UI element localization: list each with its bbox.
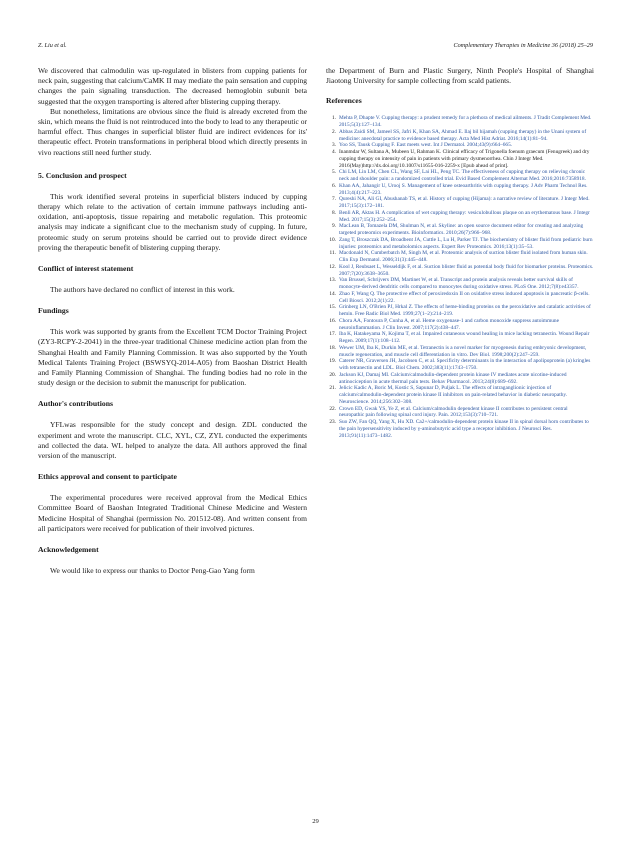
reference-list — [326, 115, 594, 439]
reference-text[interactable]: Khan AA, Jahangir U, Urooj S. Management of knee osteoarthritis with cupping therapy. J Adv Pharm Technol Res. 2013;4(4):217–223. — [339, 182, 588, 196]
reference-number: 17. — [329, 331, 336, 338]
reference-number: 20. — [329, 371, 336, 378]
reference-item[interactable] — [326, 237, 594, 251]
section-heading-acknowledgement: Acknowledgement — [38, 545, 99, 555]
reference-text[interactable]: Yoo SS, Tausk Cupping F. East meets west. Int J Dermatol. 2004;43(9):664–665. — [339, 142, 513, 149]
reference-item[interactable] — [326, 223, 594, 237]
reference-item[interactable] — [326, 358, 594, 372]
reference-text[interactable]: Mehta P, Dhapte V. Cupping therapy: a prudent remedy for a plethora of medical ailments. J Tradit Complement Med. 2015;5(3):127–134. — [339, 115, 592, 129]
reference-item[interactable] — [326, 183, 594, 197]
reference-text[interactable]: Caterer NR, Graversen JH, Jacobsen C, et al. Specificity determinants in the interaction of apolipoprotein (a) kringles with tetranectin and LDL. Biol Chem. 2002;383(11):1743–1750. — [339, 358, 591, 372]
left-column — [38, 66, 307, 576]
reference-item[interactable] — [326, 291, 594, 305]
reference-item[interactable] — [326, 250, 594, 264]
body-paragraph: We discovered that calmodulin was up-regulated in blisters from cupping patients for neck pain, suggesting that calcium/CaMK II may mediate the pain sensation and cupping changes the pain signaling transduction. The decreased hemoglobin subunit beta suggested that the oxygen transporting is altered after blistering cupping therapy. — [38, 66, 307, 106]
body-paragraph: YFLwas responsible for the study concept and design. ZDL conducted the experiment and wrote the manuscript. CLC, XYL, CZ, ZYL conducted the experiments and collected the data. WL helped to analyze the data. All authors approved the final version of the manuscript. — [38, 420, 307, 461]
reference-number: 16. — [329, 317, 336, 324]
reference-item[interactable] — [326, 419, 594, 439]
reference-number: 10. — [329, 236, 336, 243]
reference-item[interactable] — [326, 385, 594, 405]
reference-text: Inanmdar W, Sultana A, Mubeen U, Rahman K. Clinical efficacy of Trigonella foenum graecum (Fenugreek) and dry cupping therapy on intensity of pain in patients with primary dysmenorrhea. Chin J Integr Med. 2016(May)http://dx.doi.org/10.1007/s11655-016-2259-x [Epub ahead of print]. — [339, 149, 590, 169]
reference-text[interactable]: MacLean B, Tomazela DM, Shulman N, et al. Skyline: an open source document editor for creating and analyzing targeted proteomics experiments. Bioinformatics. 2010;26(7):966–968. — [339, 223, 584, 237]
reference-text[interactable]: Kool J, Reubsaet L, Wesseldijk F, et al. Suction blister fluid as potential body fluid for biomarker proteins. Proteomics. 2007;7(20):3638–3650. — [339, 263, 594, 277]
reference-item[interactable] — [326, 210, 594, 224]
reference-number: 15. — [329, 304, 336, 311]
body-paragraph: We would like to express our thanks to Doctor Peng-Gao Yang form — [50, 566, 255, 576]
reference-text[interactable]: Macdonald N, Cumberbatch M, Singh M, et al. Proteomic analysis of suction blister fluid isolated from human skin. Clin Exp Dermatol. 2006;31(3):445–448. — [339, 250, 588, 264]
reference-text[interactable]: Jackson KJ, Damaj MI. Calcium/calmodulin-dependent protein kinase IV mediates acute nicotine-induced antinociception in acute thermal pain tests. Behav Pharmacol. 2013;24(8):689–692. — [339, 371, 567, 385]
reference-number: 5. — [331, 169, 336, 176]
reference-text[interactable]: Grinberg LN, O'Brien PJ, Hrkal Z. The effects of heme-binding proteins on the peroxidative and catalatic activities of hemin. Free Radic Biol Med. 1999;27(1–2):214–219. — [339, 304, 591, 318]
body-paragraph: This work was supported by grants from the Excellent TCM Doctor Training Project (ZY3-RCPY-2-2041) in the three-year traditional Chinese medicine action plan from the Shanghai Health and Family Planning Commission. It was also supported by the Youth Medical Talents Training Project (BSWSYQ-2014-A05) from Baoshan District Health and Family Planning Commission of Shanghai. The funding bodies had no role in the study design or the decision to submit the manuscript for publication. — [38, 327, 307, 388]
reference-number: 21. — [329, 385, 336, 392]
reference-number: 13. — [329, 277, 336, 284]
reference-item[interactable] — [326, 115, 594, 129]
reference-number: 12. — [329, 263, 336, 270]
reference-text[interactable]: Chi LM, Lin LM, Chen CL, Wang SF, Lai HL, Peng TC. The effectiveness of cupping therapy on relieving chronic neck and shoulder pain: a randomized controlled trial. Evid Based Complement Alternat Med. 2016;2016:7358918. — [339, 169, 586, 183]
running-head — [38, 42, 593, 54]
running-head-authors: Z. Liu et al. — [38, 42, 67, 49]
body-paragraph: The experimental procedures were received approval from the Medical Ethics Committee Board of Baoshan Integrated Traditional Chinese Medicine and Western Medicine Hospital of Shanghai (permission No. 201512-08). And written consent from all participators were received for publication of their involved pictures. — [38, 493, 307, 533]
reference-number: 2. — [331, 128, 336, 135]
reference-number: 18. — [329, 344, 336, 351]
reference-text[interactable]: Suo ZW, Fan QQ, Yang X, Hu XD. Ca2+/calmodulin-dependent protein kinase II in spinal dorsal horn contributes to the pain hypersensitivity induced by γ-aminobutyric acid type a receptor inhibition. J Neurosci Res. 2013;91(11):1473–1482. — [339, 419, 589, 439]
section-heading-conclusion: 5. Conclusion and prospect — [38, 170, 127, 180]
section-heading-contributions: Author's contributions — [38, 399, 113, 409]
reference-number: 14. — [329, 290, 336, 297]
reference-text[interactable]: Benli AR, Aktas H. A complication of wet cupping therapy: vesiculobullous plaque on an erythematous base. J Integr Med. 2017;15(3):252–254. — [339, 209, 590, 223]
reference-text[interactable]: Abbas Zaidi SM, Jameel SS, Jafri K, Khan SA, Ahmad E. Ilaj bil hijamah (cupping therapy) in the Unani system of medicine: anecdotal practice to evidence based therapy. Acta Med Hist Adriat. 2016;14(1):81–94. — [339, 128, 587, 142]
reference-item[interactable] — [326, 264, 594, 278]
reference-number: 9. — [331, 223, 336, 230]
body-paragraph: The authors have declared no conflict of interest in this work. — [50, 285, 235, 295]
body-paragraph: the Department of Burn and Plastic Surgery, Ninth People's Hospital of Shanghai Jiaotong University for sample collecting from scald patients. — [326, 66, 594, 86]
reference-number: 3. — [331, 142, 336, 149]
reference-item[interactable] — [326, 277, 594, 291]
reference-item[interactable] — [326, 318, 594, 332]
reference-text[interactable]: Van Brussel, Schrijvers DM, Martinet W, et al. Transcript and protein analysis reveals better survival skills of monocyte-derived dendritic cells compared to monocytes during oxidative stress. PLoS One. 2012;7(8):e43357. — [339, 277, 579, 291]
body-paragraph: This work identified several proteins in superficial blisters induced by cupping therapy which relate to the activation of certain immune pathways including anti-oxidation, anti-apoptosis, tissue repairing and metabolic regulation. This proteomic analysis may indicate a significant clue to the mechanism study of cupping. In future, proteomic study on serum proteins should be carried out to provide direct evidence proving the therapeutic benefit of blistering cupping therapy. — [38, 191, 307, 252]
reference-number: 22. — [329, 405, 336, 412]
section-heading-references: References — [326, 96, 362, 106]
reference-item — [326, 149, 594, 169]
reference-item[interactable] — [326, 196, 594, 210]
reference-text[interactable]: Qureshi NA, Ali GI, Abushanab TS, et al. History of cupping (Hijama): a narrative review of literature. J Integr Med. 2017;15(3):172–181. — [339, 196, 590, 210]
reference-text[interactable]: Iba K, Hatakeyama N, Kojima T, et al. Impaired cutaneous wound healing in mice lacking tetranectin. Wound Repair Regen. 2009;17(1):108–112. — [339, 331, 590, 345]
reference-number: 23. — [329, 419, 336, 426]
section-heading-fundings: Fundings — [38, 306, 69, 316]
page-number: 29 — [312, 818, 319, 825]
reference-item[interactable] — [326, 406, 594, 420]
right-column — [326, 66, 594, 439]
reference-number: 8. — [331, 209, 336, 216]
reference-number: 11. — [329, 250, 336, 257]
reference-item[interactable] — [326, 304, 594, 318]
reference-item[interactable] — [326, 169, 594, 183]
reference-number: 19. — [329, 358, 336, 365]
reference-text[interactable]: Wewer UM, Iba K, Durkin ME, et al. Tetranectin is a novel marker for myogenesis during embryonic development, muscle regeneration, and muscle cell differentiation in vitro. Dev Biol. 1998;200(2):247–259. — [339, 344, 587, 358]
section-heading-ethics: Ethics approval and consent to participate — [38, 472, 177, 482]
reference-number: 1. — [331, 115, 336, 122]
reference-item[interactable] — [326, 331, 594, 345]
reference-item[interactable] — [326, 372, 594, 386]
running-head-journal: Complementary Therapies in Medicine 36 (2018) 25–29 — [453, 42, 593, 49]
reference-text[interactable]: Zhao F, Wang Q. The protective effect of peroxiredoxin II on oxidative stress induced apoptosis in pancreatic β-cells. Cell Biosci. 2012;2(1):22. — [339, 290, 590, 304]
reference-number: 6. — [331, 182, 336, 189]
body-paragraph: But nonetheless, limitations are obvious since the fluid is already excreted from the skin, which means the fluid is not reintroduced into the body to lead to any therapeutic or harmful effect. Thus changes in superficial blister fluid are indirect evidences for its' therapeutic effect. Protein transformations in peripheral blood which directly presents in vivo reactions still need further study. — [38, 106, 307, 157]
reference-text[interactable]: Chora AA, Fontoura P, Cunha A, et al. Heme oxygenase-1 and carbon monoxide suppress autoimmune neuroinflammation. J Clin Invest. 2007;117(2):438–447. — [339, 317, 559, 331]
section-heading-conflict: Conflict of interest statement — [38, 264, 134, 274]
reference-number: 4. — [331, 149, 336, 156]
reference-item[interactable] — [326, 345, 594, 359]
reference-number: 7. — [331, 196, 336, 203]
reference-item[interactable] — [326, 129, 594, 143]
reference-text[interactable]: Jelicic Kadic A, Boric M, Kostic S, Sapunar D, Puljak L. The effects of intraganglionic injection of calcium/calmodulin-dependent protein kinase II inhibitors on pain-related behavior in diabetic neuropathy. Neuroscience. 2014;256:302–308. — [339, 385, 568, 405]
reference-text[interactable]: Zang T, Broszczak DA, Broadbent JA, Cuttle L, Lu H, Parker TJ. The biochemistry of blister fluid from pediatric burn injuries: proteomics and metabolomics aspects. Expert Rev Proteomics. 2016;13(1):35–53. — [339, 236, 593, 250]
reference-text[interactable]: Crown ED, Gwak YS, Ye Z, et al. Calcium/calmodulin dependent kinase II contributes to persistent central neuropathic pain following spinal cord injury. Pain. 2012;153(3):710–721. — [339, 405, 568, 419]
